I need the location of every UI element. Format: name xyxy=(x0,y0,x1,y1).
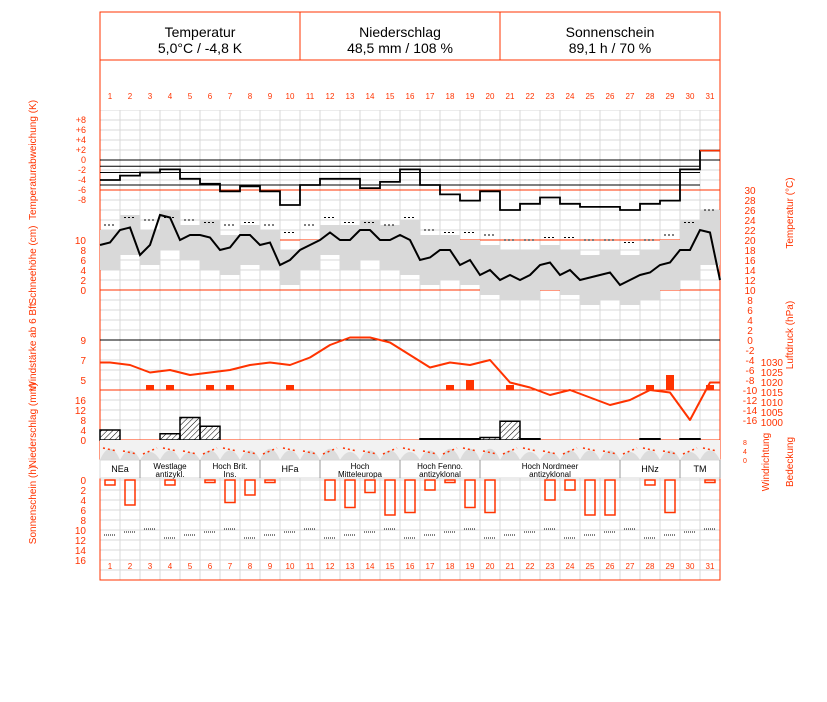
day-label-bottom: 12 xyxy=(325,562,335,571)
sunshine-summary-value: 89,1 h / 70 % xyxy=(568,40,652,56)
weather-type-label: TM xyxy=(693,464,707,474)
temperature-range-band xyxy=(400,220,420,275)
day-label-top: 1 xyxy=(107,92,113,101)
day-label-bottom: 10 xyxy=(285,562,295,571)
temperature-tick-label: 26 xyxy=(744,206,756,217)
anomaly-tick-label: 0 xyxy=(80,155,86,165)
anomaly-tick-label: -2 xyxy=(77,165,86,175)
octa-tick-label: 0 xyxy=(743,458,747,465)
temperature-range-band xyxy=(100,230,120,270)
wind-force-bar xyxy=(706,385,714,390)
temperature-tick-label: 16 xyxy=(744,256,756,267)
sunshine-tick-label: 2 xyxy=(80,486,86,497)
anomaly-tick-label: +2 xyxy=(75,145,86,155)
octa-tick-label: 8 xyxy=(743,440,747,447)
temperature-tick-label: 28 xyxy=(744,196,756,207)
temperature-tick-label: 2 xyxy=(747,326,753,337)
weather-type-label: Hoch Nordmeer xyxy=(521,462,579,471)
weather-type-label: antizyklonal xyxy=(419,470,461,479)
sunshine-bar xyxy=(445,480,455,483)
day-label-top: 10 xyxy=(285,92,295,101)
precip-tick-label: 16 xyxy=(74,396,86,407)
temperature-tick-label: 12 xyxy=(744,276,756,287)
day-label-top: 22 xyxy=(525,92,535,101)
sunshine-bar xyxy=(665,480,675,513)
pressure-tick-label: 1000 xyxy=(760,418,783,429)
weather-type-label: antizykl. xyxy=(155,470,185,479)
wind-tick-label: 7 xyxy=(80,356,86,367)
day-label-top: 25 xyxy=(585,92,595,101)
temperature-range-band xyxy=(240,225,260,265)
day-label-top: 26 xyxy=(605,92,615,101)
left-axis-title: Sonnenschein (h) xyxy=(28,465,39,545)
sunshine-bar xyxy=(345,480,355,508)
day-label-top: 17 xyxy=(425,92,435,101)
precipitation-bar xyxy=(480,438,500,441)
day-label-bottom: 6 xyxy=(207,562,213,571)
sunshine-bar xyxy=(465,480,475,508)
temperature-tick-label: -14 xyxy=(742,406,758,417)
temperature-tick-label: 10 xyxy=(744,286,756,297)
snow-tick-label: 8 xyxy=(80,246,86,257)
title-band xyxy=(100,60,720,110)
day-label-top: 21 xyxy=(505,92,515,101)
day-label-bottom: 30 xyxy=(685,562,695,571)
temperature-tick-label: -16 xyxy=(742,416,758,427)
temperature-range-band xyxy=(280,250,300,285)
day-label-bottom: 7 xyxy=(227,562,233,571)
temperature-tick-label: 22 xyxy=(744,226,756,237)
day-label-top: 11 xyxy=(305,92,315,101)
temperature-tick-label: -10 xyxy=(742,386,758,397)
day-label-top: 14 xyxy=(365,92,375,101)
wind-force-bar xyxy=(506,385,514,390)
precipitation-bar xyxy=(440,439,460,440)
weather-type-label: Hoch Brit. xyxy=(212,462,248,471)
anomaly-tick-label: +4 xyxy=(75,135,86,145)
left-axis-title: Schneehöhe (cm) xyxy=(28,225,39,305)
weather-type-label: HFa xyxy=(281,464,299,474)
anomaly-tick-label: +8 xyxy=(75,115,86,125)
day-label-bottom: 25 xyxy=(585,562,595,571)
temperature-range-band xyxy=(360,220,380,260)
temperature-tick-label: 24 xyxy=(744,216,756,227)
sunshine-tick-label: 16 xyxy=(74,556,86,567)
day-label-bottom: 15 xyxy=(385,562,395,571)
temperature-tick-label: 14 xyxy=(744,266,756,277)
weather-type-label: Hoch xyxy=(350,462,370,471)
right-axis-title: Temperatur (°C) xyxy=(785,177,796,249)
day-label-bottom: 26 xyxy=(605,562,615,571)
day-label-bottom: 20 xyxy=(485,562,495,571)
precipitation-bar xyxy=(520,439,540,440)
weather-type-label: NEa xyxy=(111,464,129,474)
wind-tick-label: 5 xyxy=(80,376,86,387)
precipitation-bar xyxy=(420,439,440,440)
wind-force-bar xyxy=(166,385,174,390)
octa-tick-label: 4 xyxy=(743,449,747,456)
temperature-tick-label: -8 xyxy=(745,376,755,387)
sunshine-tick-label: 12 xyxy=(74,536,86,547)
precipitation-bar xyxy=(680,439,700,440)
day-label-top: 9 xyxy=(267,92,273,101)
wind-force-bar xyxy=(226,385,234,390)
temperature-range-band xyxy=(700,210,720,265)
day-label-bottom: 14 xyxy=(365,562,375,571)
day-label-top: 5 xyxy=(187,92,193,101)
sunshine-bar xyxy=(165,480,175,485)
day-label-top: 30 xyxy=(685,92,695,101)
day-label-bottom: 29 xyxy=(665,562,675,571)
weather-type-label: Mitteleuropa xyxy=(337,470,383,479)
wind-force-bar xyxy=(206,385,214,390)
weather-type-label: Ins. xyxy=(223,470,237,479)
snow-tick-label: 0 xyxy=(80,286,86,297)
day-label-bottom: 3 xyxy=(147,562,153,571)
sunshine-bar xyxy=(245,480,255,495)
snow-tick-label: 10 xyxy=(74,236,86,247)
day-label-bottom: 27 xyxy=(625,562,635,571)
pressure-tick-label: 1030 xyxy=(760,358,783,369)
day-label-bottom: 5 xyxy=(187,562,193,571)
day-label-top: 24 xyxy=(565,92,575,101)
temperature-tick-label: 30 xyxy=(744,186,756,197)
day-label-bottom: 11 xyxy=(305,562,315,571)
precipitation-bar xyxy=(180,418,200,441)
right-axis-title: Luftdruck (hPa) xyxy=(785,300,796,370)
anomaly-tick-label: -8 xyxy=(77,195,86,205)
sunshine-tick-label: 8 xyxy=(80,516,86,527)
temperature-tick-label: -12 xyxy=(742,396,758,407)
precipitation-bar xyxy=(200,426,220,440)
sunshine-bar xyxy=(105,480,115,485)
day-label-bottom: 16 xyxy=(405,562,415,571)
sunshine-bar xyxy=(265,480,275,483)
day-label-bottom: 22 xyxy=(525,562,535,571)
day-label-bottom: 17 xyxy=(425,562,435,571)
precip-tick-label: 0 xyxy=(80,436,86,447)
temperature-tick-label: 4 xyxy=(747,316,753,327)
precipitation-bar xyxy=(640,439,660,440)
precip-tick-label: 12 xyxy=(74,406,86,417)
day-label-bottom: 28 xyxy=(645,562,655,571)
wind-force-bar xyxy=(646,385,654,390)
snow-tick-label: 4 xyxy=(80,266,86,277)
sunshine-bar xyxy=(225,480,235,503)
day-label-bottom: 19 xyxy=(465,562,475,571)
day-label-top: 27 xyxy=(625,92,635,101)
temperature-range-band xyxy=(380,225,400,270)
day-label-top: 15 xyxy=(385,92,395,101)
day-label-top: 28 xyxy=(645,92,655,101)
day-label-bottom: 24 xyxy=(565,562,575,571)
day-label-bottom: 8 xyxy=(247,562,253,571)
wind-force-bar xyxy=(146,385,154,390)
sunshine-tick-label: 10 xyxy=(74,526,86,537)
precipitation-bar xyxy=(500,421,520,440)
day-label-top: 3 xyxy=(147,92,153,101)
precipitation-bar xyxy=(100,430,120,440)
day-label-bottom: 2 xyxy=(127,562,133,571)
temperature-tick-label: 6 xyxy=(747,306,753,317)
sunshine-tick-label: 0 xyxy=(80,476,86,487)
day-label-bottom: 4 xyxy=(167,562,173,571)
temperature-tick-label: 8 xyxy=(747,296,753,307)
precipitation-bar xyxy=(160,434,180,440)
sunshine-bar xyxy=(425,480,435,490)
temperature-range-band xyxy=(440,235,460,280)
sunshine-bar xyxy=(125,480,135,505)
day-label-top: 18 xyxy=(445,92,455,101)
pressure-tick-label: 1010 xyxy=(760,398,783,409)
weather-type-label: antizyklonal xyxy=(529,470,571,479)
sunshine-bar xyxy=(205,480,215,483)
wind-tick-label: 9 xyxy=(80,336,86,347)
day-label-bottom: 21 xyxy=(505,562,515,571)
temperature-range-band xyxy=(260,230,280,270)
day-label-bottom: 23 xyxy=(545,562,555,571)
weather-type-row xyxy=(100,460,720,478)
day-label-top: 20 xyxy=(485,92,495,101)
pressure-tick-label: 1025 xyxy=(760,368,783,379)
sunshine-bar xyxy=(405,480,415,513)
temperature-tick-label: 0 xyxy=(747,336,753,347)
day-label-bottom: 31 xyxy=(705,562,715,571)
right-axis-title: Windrichtung xyxy=(761,432,772,492)
day-label-top: 13 xyxy=(345,92,355,101)
pressure-tick-label: 1015 xyxy=(760,388,783,399)
sunshine-bar xyxy=(485,480,495,513)
temperature-range-band xyxy=(540,245,560,290)
weather-type-label: HNz xyxy=(641,464,659,474)
day-label-top: 16 xyxy=(405,92,415,101)
sunshine-tick-label: 4 xyxy=(80,496,86,507)
weather-type-label: Westlage xyxy=(153,462,187,471)
left-axis-title: Temperaturabweichung (K) xyxy=(28,99,39,221)
day-label-top: 12 xyxy=(325,92,335,101)
snow-tick-label: 2 xyxy=(80,276,86,287)
wind-force-bar xyxy=(286,385,294,390)
day-label-bottom: 1 xyxy=(107,562,113,571)
sunshine-bar xyxy=(365,480,375,493)
temperature-tick-label: -4 xyxy=(745,356,755,367)
snow-tick-label: 6 xyxy=(80,256,86,267)
day-label-top: 29 xyxy=(665,92,675,101)
sunshine-bar xyxy=(705,480,715,483)
temperature-tick-label: -6 xyxy=(745,366,755,377)
sunshine-summary-label: Sonnenschein xyxy=(565,24,655,40)
temperature-tick-label: 18 xyxy=(744,246,756,257)
temperature-summary-value: 5,0°C / -4,8 K xyxy=(157,40,243,56)
right-axis-title: Bedeckung xyxy=(785,436,796,488)
pressure-tick-label: 1005 xyxy=(760,408,783,419)
wind-force-bar xyxy=(666,375,674,390)
precipitation-summary-label: Niederschlag xyxy=(359,24,441,40)
wind-force-bar xyxy=(446,385,454,390)
day-label-bottom: 18 xyxy=(445,562,455,571)
anomaly-tick-label: -6 xyxy=(77,185,86,195)
precipitation-bar xyxy=(460,439,480,440)
left-axis-title: Niederschlag (mm) xyxy=(28,382,39,468)
day-label-top: 7 xyxy=(227,92,233,101)
day-label-top: 23 xyxy=(545,92,555,101)
day-label-top: 6 xyxy=(207,92,213,101)
day-label-top: 2 xyxy=(127,92,133,101)
sunshine-bar xyxy=(645,480,655,485)
day-label-top: 31 xyxy=(705,92,715,101)
day-label-top: 4 xyxy=(167,92,173,101)
temperature-tick-label: 20 xyxy=(744,236,756,247)
day-label-bottom: 13 xyxy=(345,562,355,571)
weather-type-label: Hoch Fenno. xyxy=(417,462,463,471)
sunshine-tick-label: 6 xyxy=(80,506,86,517)
temperature-range-band xyxy=(220,235,240,275)
temperature-range-band xyxy=(320,225,340,255)
temperature-summary-label: Temperatur xyxy=(164,24,236,40)
day-label-bottom: 9 xyxy=(267,562,273,571)
day-label-top: 19 xyxy=(465,92,475,101)
wind-force-bar xyxy=(466,380,474,390)
precip-tick-label: 8 xyxy=(80,416,86,427)
temperature-range-band xyxy=(180,225,200,260)
pressure-tick-label: 1020 xyxy=(760,378,783,389)
sunshine-tick-label: 14 xyxy=(74,546,86,557)
precipitation-summary-value: 48,5 mm / 108 % xyxy=(347,40,453,56)
anomaly-tick-label: +6 xyxy=(75,125,86,135)
day-label-top: 8 xyxy=(247,92,253,101)
anomaly-tick-label: -4 xyxy=(77,175,86,185)
temperature-tick-label: -2 xyxy=(745,346,755,357)
left-axis-title: Windstärke ab 6 Bft xyxy=(28,303,39,391)
sunshine-bar xyxy=(565,480,575,490)
temperature-range-band xyxy=(140,230,160,265)
precip-tick-label: 4 xyxy=(80,426,86,437)
